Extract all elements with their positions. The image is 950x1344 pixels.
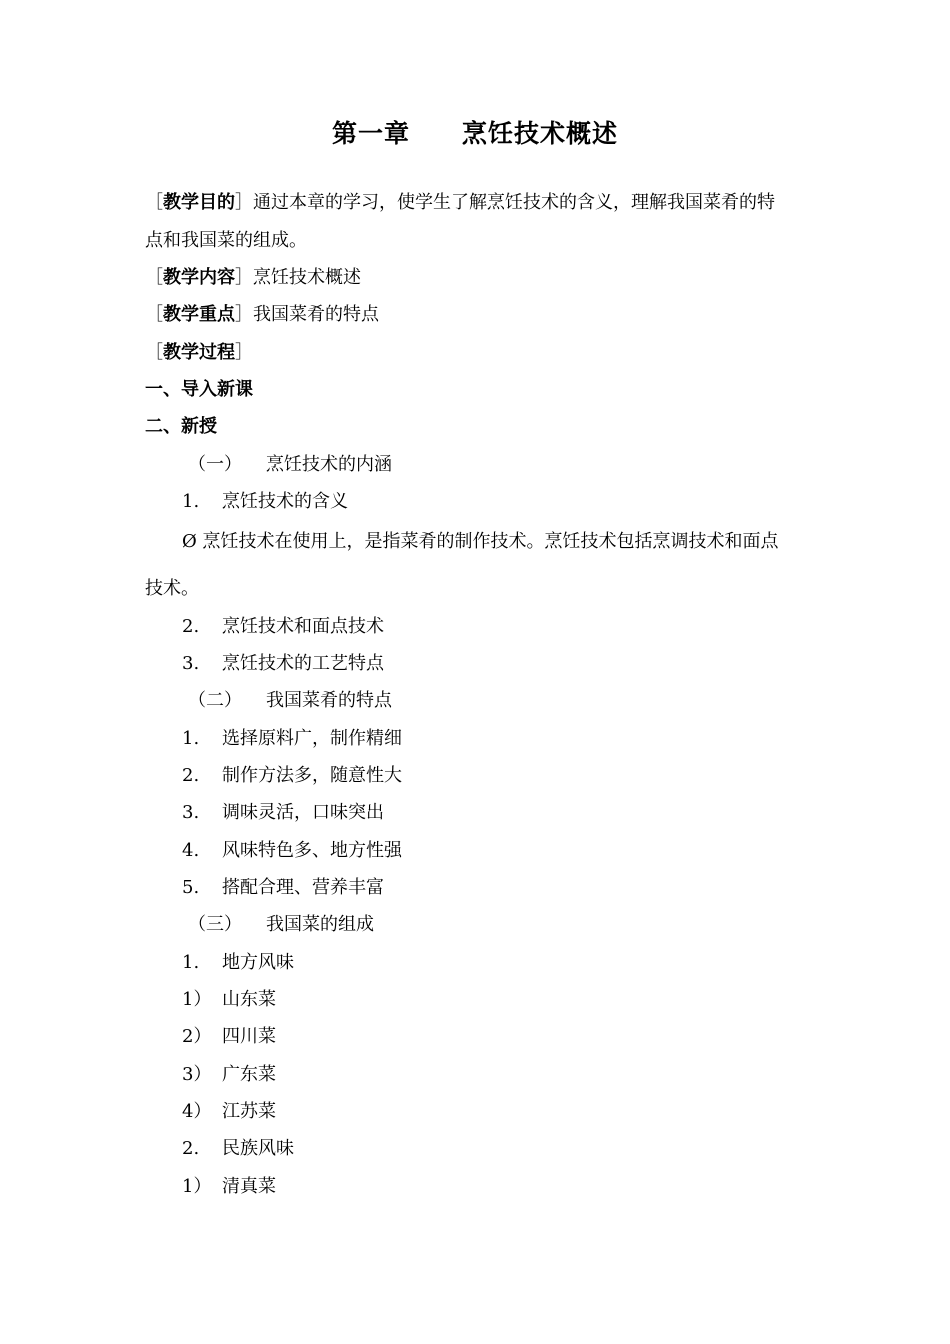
content-label: 教学内容 — [163, 267, 235, 288]
item-number: 1） — [182, 1176, 212, 1197]
bullet-symbol: Ø — [182, 531, 197, 552]
item-number: 1. — [182, 952, 200, 973]
item-number: 2. — [182, 1138, 200, 1159]
item-text: 山东菜 — [222, 989, 276, 1010]
chapter-number: 第一章 — [331, 119, 410, 148]
list-item — [182, 951, 294, 975]
list-item — [182, 1175, 276, 1199]
item-number: 3. — [182, 802, 200, 823]
section1-marker: （一） — [188, 454, 242, 475]
content-text: 烹饪技术概述 — [253, 267, 361, 288]
item-text: 制作方法多，随意性大 — [222, 765, 402, 786]
item-number: 2. — [182, 616, 200, 637]
item-number: 1. — [182, 491, 200, 512]
section2-marker: （二） — [188, 690, 242, 711]
objectives-label: 教学目的 — [163, 192, 235, 213]
item-text: 广东菜 — [222, 1064, 276, 1085]
list-item — [182, 1025, 276, 1049]
item-number: 3） — [182, 1064, 212, 1085]
list-item — [182, 876, 384, 900]
process-line: ［教学过程］ — [145, 342, 253, 363]
list-item — [182, 727, 402, 751]
bullet-line — [182, 530, 779, 554]
item-text: 烹饪技术的工艺特点 — [222, 653, 384, 674]
item-number: 4. — [182, 840, 200, 861]
item-number: 1） — [182, 989, 212, 1010]
item-text: 调味灵活，口味突出 — [222, 802, 384, 823]
list-item — [182, 1063, 276, 1087]
chapter-title — [0, 114, 950, 150]
section2-heading — [188, 689, 392, 713]
list-item — [182, 764, 402, 788]
section2-title: 我国菜肴的特点 — [266, 690, 392, 711]
list-item — [182, 839, 402, 863]
item-text: 民族风味 — [222, 1138, 294, 1159]
item-text: 烹饪技术和面点技术 — [222, 616, 384, 637]
heading-intro: 一、导入新课 — [145, 379, 253, 400]
focus-line: ［教学重点］我国菜肴的特点 — [145, 304, 379, 325]
section3-marker: （三） — [188, 914, 242, 935]
list-item — [182, 988, 276, 1012]
item-number: 5. — [182, 877, 200, 898]
item-number: 4） — [182, 1101, 212, 1122]
bullet-text-2: 技术。 — [145, 578, 199, 599]
item-text: 烹饪技术的含义 — [222, 491, 348, 512]
section1-title: 烹饪技术的内涵 — [266, 454, 392, 475]
item-text: 搭配合理、营养丰富 — [222, 877, 384, 898]
process-label: 教学过程 — [163, 342, 235, 363]
chapter-name: 烹饪技术概述 — [462, 119, 619, 148]
item-number: 3. — [182, 653, 200, 674]
list-item — [182, 490, 348, 514]
item-text: 四川菜 — [222, 1026, 276, 1047]
item-number: 2） — [182, 1026, 212, 1047]
list-item — [182, 801, 384, 825]
list-item — [182, 615, 384, 639]
list-item — [182, 1100, 276, 1124]
objectives-line-2: 点和我国菜的组成。 — [145, 230, 307, 251]
list-item — [182, 1137, 294, 1161]
item-number: 1. — [182, 728, 200, 749]
item-text: 选择原料广，制作精细 — [222, 728, 402, 749]
section3-title: 我国菜的组成 — [266, 914, 374, 935]
section3-heading — [188, 913, 374, 937]
list-item — [182, 652, 384, 676]
focus-text: 我国菜肴的特点 — [253, 304, 379, 325]
item-text: 江苏菜 — [222, 1101, 276, 1122]
objectives-text-1: 通过本章的学习，使学生了解烹饪技术的含义，理解我国菜肴的特 — [253, 192, 775, 213]
content-line: ［教学内容］烹饪技术概述 — [145, 267, 361, 288]
focus-label: 教学重点 — [163, 304, 235, 325]
item-text: 地方风味 — [222, 952, 294, 973]
bullet-text-1: 烹饪技术在使用上，是指菜肴的制作技术。烹饪技术包括烹调技术和面点 — [202, 531, 779, 552]
item-number: 2. — [182, 765, 200, 786]
heading-new: 二、新授 — [145, 416, 217, 437]
item-text: 清真菜 — [222, 1176, 276, 1197]
item-text: 风味特色多、地方性强 — [222, 840, 402, 861]
section1-heading — [188, 453, 392, 477]
objectives-line: ［教学目的］通过本章的学习，使学生了解烹饪技术的含义，理解我国菜肴的特 — [145, 192, 775, 213]
